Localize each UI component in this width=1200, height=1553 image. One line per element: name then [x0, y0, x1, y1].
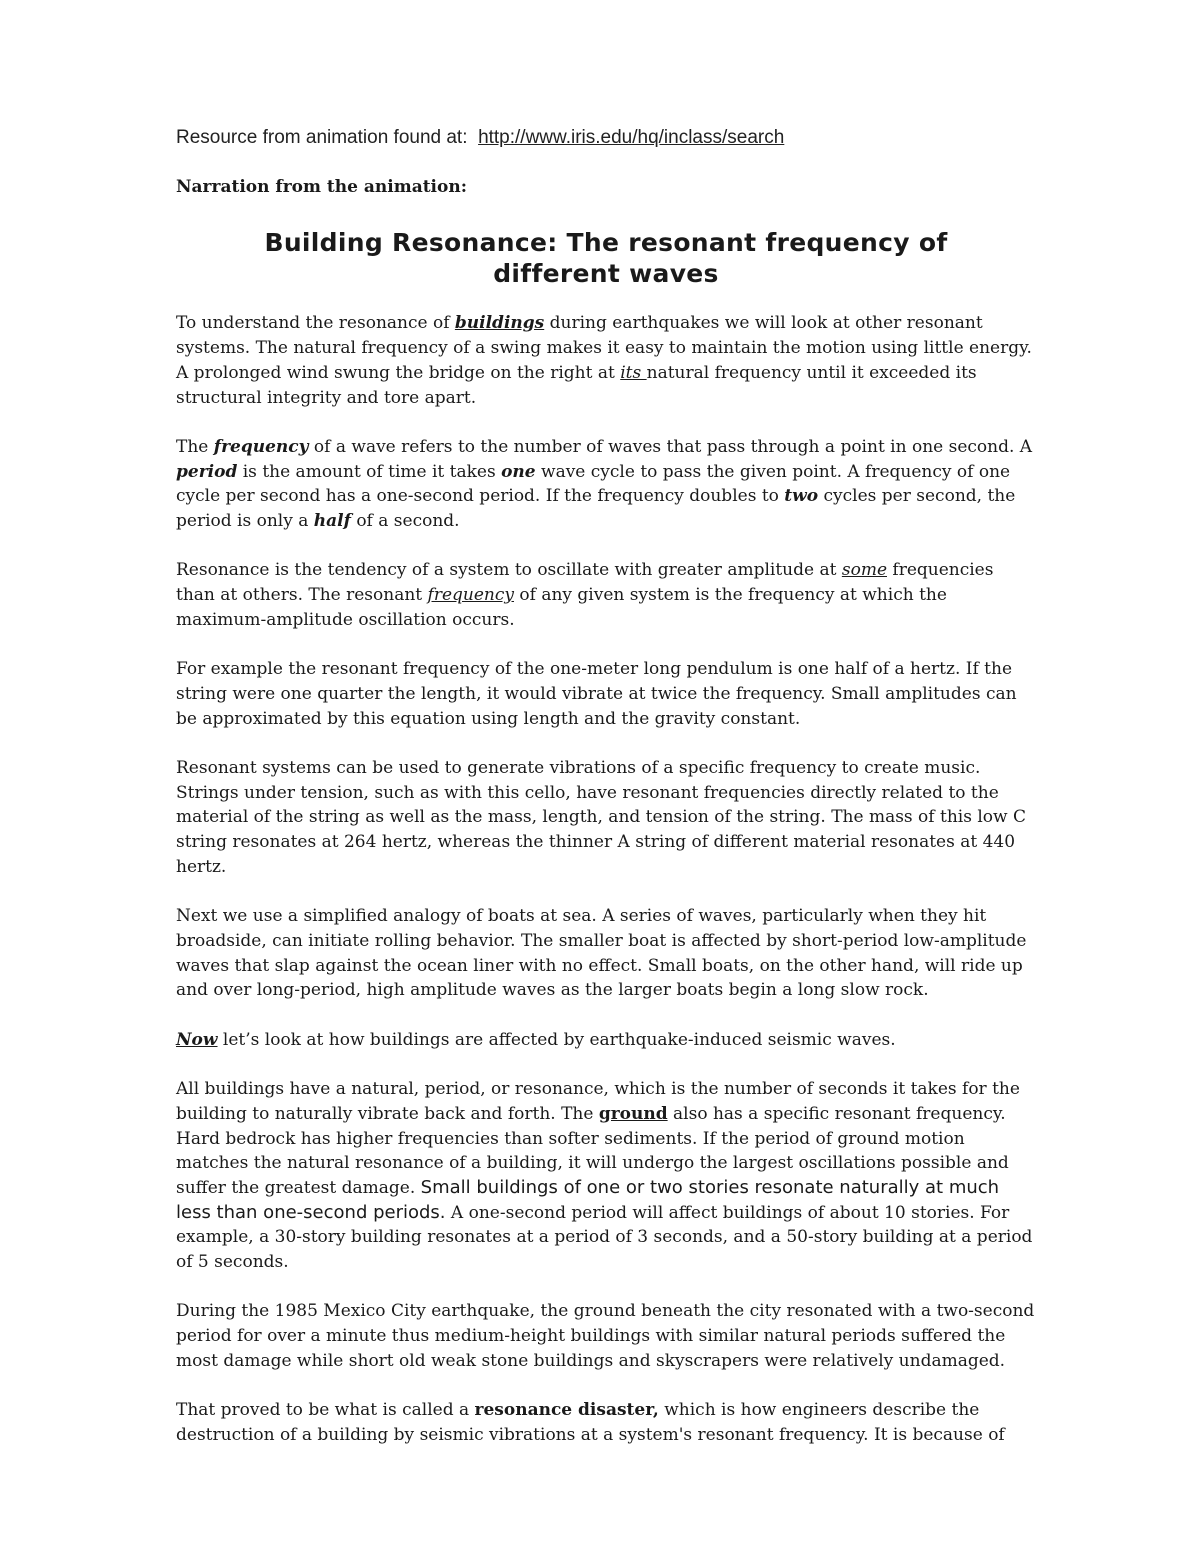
text: cycles per second, the period is only a [176, 486, 1016, 532]
text: during earthquakes we will look at other resonant systems. The natural frequency of a swing makes it easy to maintain the motion using little energy. A prolonged wind swung the bridge on the right at [176, 313, 1032, 383]
narration-heading: Narration from the animation: [176, 176, 467, 197]
text: is the amount of time it takes [237, 461, 502, 482]
paragraph-natural-period [176, 1077, 1036, 1275]
emphasis-ground: ground [598, 1103, 668, 1124]
paragraph-now [176, 1028, 1036, 1053]
paragraph-boats: Next we use a simplified analogy of boats at sea. A series of waves, particularly when they hit broadside, can initiate rolling behavior. The smaller boat is affected by short-period low-amplitude waves that slap against the ocean liner with no effect. Small boats, on the other hand, will ride up and over long-period, high amplitude waves as the larger boats begin a long slow rock. [176, 906, 1027, 1001]
text: That proved to be what is called a [176, 1400, 475, 1421]
emphasis-one: one [501, 461, 536, 482]
emphasis-two: two [784, 486, 819, 507]
paragraph-buildings [176, 311, 1036, 410]
text: of a second. [350, 511, 460, 532]
document-page [176, 126, 1036, 1472]
paragraph-resonance [176, 558, 1036, 632]
paragraph-resonance-disaster [176, 1398, 1036, 1447]
emphasis-frequency: frequency [213, 436, 309, 457]
paragraph-music: Resonant systems can be used to generate vibrations of a specific frequency to create music. Strings under tension, such as with this cello, have resonant frequencies directly related to the material of the string as well as the mass, length, and tension of the string. The mass of this low C string resonates at 264 hertz, whereas the thinner A string of different material resonates at 440 hertz. [176, 758, 1026, 877]
text: frequencies than at others. The resonant [176, 560, 994, 606]
document-title: Building Resonance: The resonant frequency of different waves [264, 228, 948, 289]
paragraph-mexico-city: During the 1985 Mexico City earthquake, the ground beneath the city resonated with a two-second period for over a minute thus medium-height buildings with similar natural periods suffered the most damage while short old weak stone buildings and skyscrapers were relatively undamaged. [176, 1301, 1035, 1371]
text: of any given system is the frequency at which the maximum-amplitude oscillation occurs. [176, 585, 947, 630]
paragraph-pendulum: For example the resonant frequency of the one-meter long pendulum is one half of a hertz. If the string were one quarter the length, it would vibrate at twice the frequency. Small amplitudes can be approximated by this equation using length and the gravity constant. [176, 659, 1017, 729]
text: also has a specific resonant frequency. Hard bedrock has higher frequencies than softer sediments. If the period of ground motion matches the natural resonance of a building, it will undergo the largest oscillations possible and suffer the greatest damage. [176, 1103, 1009, 1198]
text-sans: Small buildings of one or two stories resonate naturally at much less than one-second periods. [176, 1176, 1000, 1223]
text: Resonance is the tendency of a system to oscillate with greater amplitude at [176, 560, 842, 581]
emphasis-resonance-disaster: resonance disaster, [474, 1400, 659, 1421]
resource-link[interactable]: http://www.iris.edu/hq/inclass/search [478, 127, 785, 148]
text: To understand the resonance of [176, 313, 455, 334]
text: The [176, 436, 214, 457]
emphasis-some: some [841, 560, 887, 581]
paragraph-frequency [176, 435, 1036, 534]
text: let’s look at how buildings are affected by earthquake-induced seismic waves. [217, 1029, 896, 1050]
emphasis-its: its [620, 362, 647, 383]
text: All buildings have a natural, period, or resonance, which is the number of seconds it takes for the building to naturally vibrate back and forth. The [176, 1079, 1020, 1124]
text: which is how engineers describe the destruction of a building by seismic vibrations at a system's resonant frequency. It is because of [176, 1400, 1005, 1445]
emphasis-buildings: buildings [454, 313, 545, 334]
text: A one-second period will affect buildings of about 10 stories. For example, a 30-story building resonates at a period of 3 seconds, and a 50-story building at a period of 5 seconds. [176, 1202, 1033, 1273]
emphasis-frequency-2: frequency [427, 585, 514, 606]
emphasis-now: Now [176, 1029, 218, 1050]
resource-line [176, 126, 1036, 151]
resource-label: Resource from animation found at: [176, 127, 468, 148]
emphasis-half: half [313, 511, 351, 532]
text: of a wave refers to the number of waves that pass through a point in one second. A [308, 436, 1033, 457]
text: natural frequency until it exceeded its structural integrity and tore apart. [176, 362, 977, 408]
emphasis-period: period [176, 461, 238, 482]
text: wave cycle to pass the given point. A frequency of one cycle per second has a one-second period. If the frequency doubles to [176, 461, 1011, 507]
